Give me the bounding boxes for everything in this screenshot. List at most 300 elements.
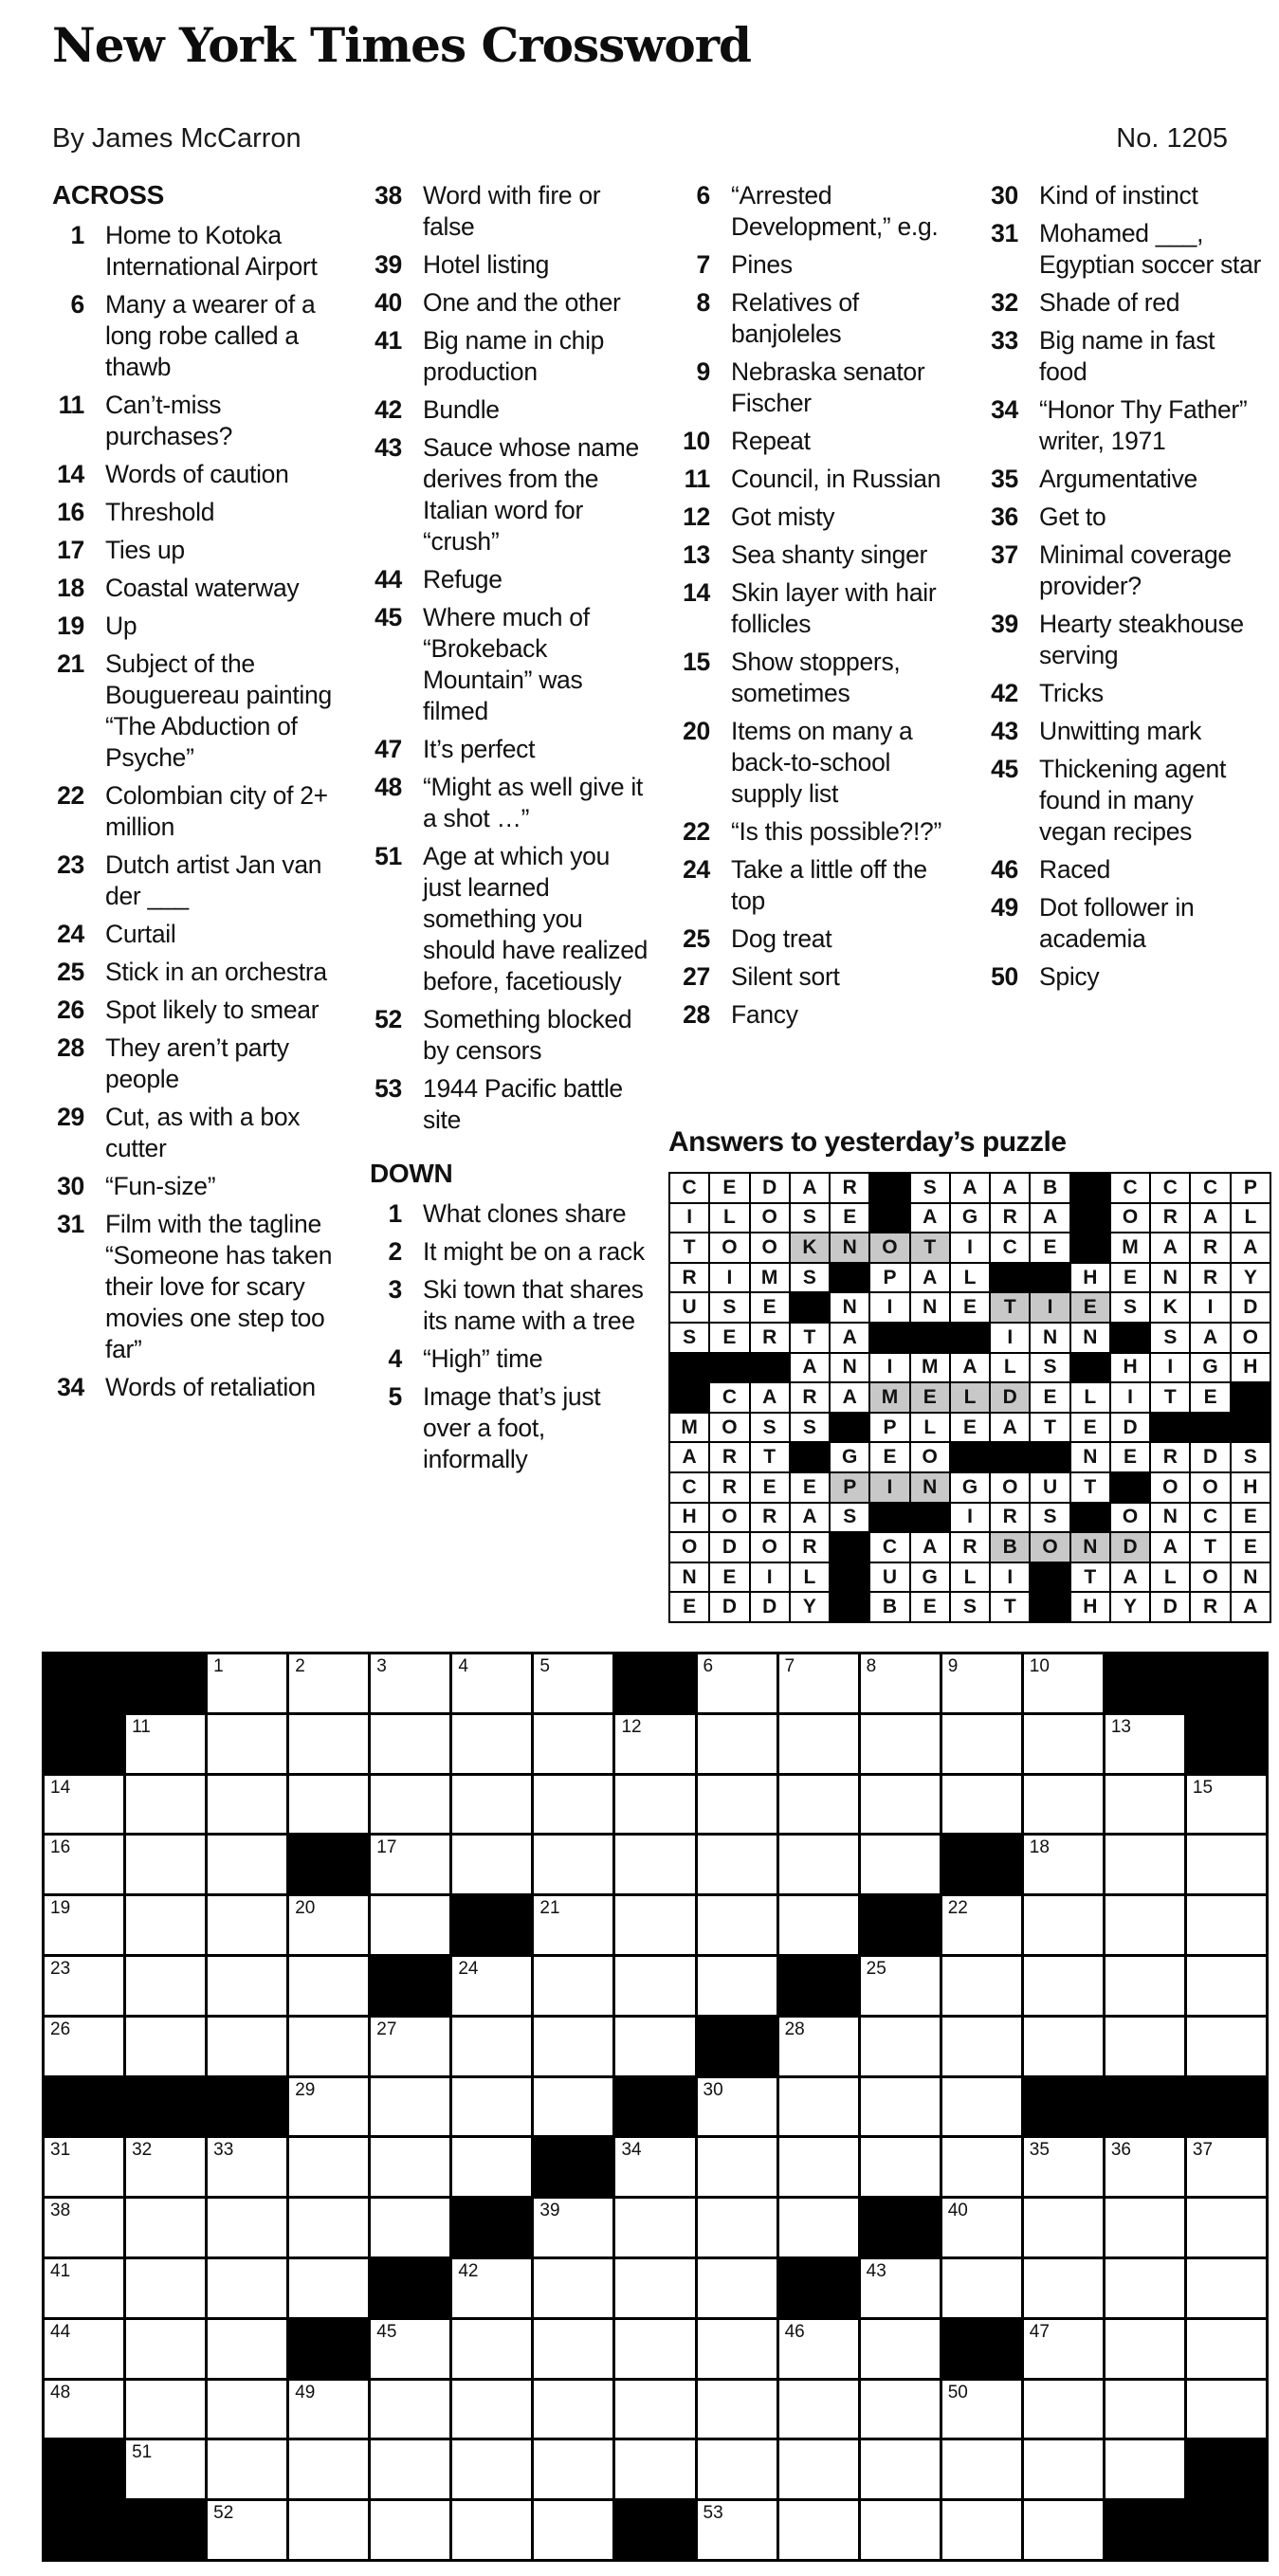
puzzle-cell[interactable] [698,1957,777,2015]
puzzle-cell[interactable] [289,2018,368,2075]
clue [52,919,341,950]
puzzle-cell[interactable] [942,2259,1021,2317]
puzzle-cell[interactable] [1105,2440,1184,2498]
puzzle-cell[interactable] [1105,2199,1184,2256]
puzzle-cell[interactable] [534,2259,612,2317]
puzzle-cell[interactable] [942,2138,1021,2196]
puzzle-cell[interactable] [208,1836,286,1893]
puzzle-cell[interactable] [289,2501,368,2559]
puzzle-cell[interactable] [698,2320,777,2378]
puzzle-cell[interactable] [615,2259,694,2317]
clue-number: 43 [991,717,1018,745]
puzzle-cell[interactable] [779,1836,858,1893]
answer-cell: M [751,1264,789,1292]
puzzle-cell[interactable] [1024,1715,1103,1773]
puzzle-cell[interactable] [126,2018,205,2075]
puzzle-cell[interactable] [45,1896,123,1954]
answer-shaded-cell: I [1031,1293,1069,1322]
puzzle-cell[interactable] [861,2320,940,2378]
puzzle-cell[interactable] [1105,1715,1184,1773]
answer-cell: A [791,1504,829,1532]
clue-number: 31 [57,1210,84,1238]
clue [678,426,967,457]
puzzle-cell[interactable] [615,2138,694,2196]
answer-cell: S [1232,1443,1270,1471]
answer-cell: S [791,1414,829,1442]
cell-number: 40 [947,2201,968,2221]
puzzle-cell[interactable] [208,2259,286,2317]
puzzle-cell[interactable] [942,1715,1021,1773]
puzzle-cell[interactable] [452,2018,531,2075]
puzzle-cell[interactable] [1105,1957,1184,2015]
puzzle-cell[interactable] [615,2320,694,2378]
puzzle-cell[interactable] [534,2320,612,2378]
puzzle-black-cell [1105,2078,1184,2136]
answer-cell: S [1111,1293,1149,1322]
puzzle-cell[interactable] [289,2381,368,2439]
clue-text: It’s perfect [423,735,536,763]
puzzle-cell[interactable] [126,2440,205,2498]
puzzle-cell[interactable] [289,2259,368,2317]
clue-number: 53 [375,1074,402,1103]
puzzle-cell[interactable] [45,2199,123,2256]
puzzle-cell[interactable] [615,1957,694,2015]
answer-cell: S [831,1504,868,1532]
cell-number: 49 [295,2382,316,2402]
clue [370,564,659,595]
puzzle-cell[interactable] [126,1776,205,1834]
answer-cell: A [791,1354,829,1382]
puzzle-cell[interactable] [45,1776,123,1834]
puzzle-cell[interactable] [45,2259,123,2317]
answer-shaded-cell: O [1031,1533,1069,1562]
puzzle-cell[interactable] [371,2501,449,2559]
cell-number: 52 [213,2503,234,2524]
puzzle-cell[interactable] [615,2199,694,2256]
puzzle-cell[interactable] [45,1957,123,2015]
answer-cell: O [710,1504,748,1532]
cell-number: 47 [1029,2321,1050,2342]
puzzle-cell[interactable] [615,1836,694,1893]
puzzle-cell[interactable] [452,2381,531,2439]
answer-cell: L [951,1563,989,1592]
puzzle-cell[interactable] [779,2440,858,2498]
puzzle-cell[interactable] [289,1957,368,2015]
clue [986,961,1275,993]
answer-shaded-cell: N [911,1473,949,1502]
puzzle-cell[interactable] [942,2440,1021,2498]
puzzle-cell[interactable] [534,1715,612,1773]
puzzle-cell[interactable] [289,1896,368,1954]
puzzle-cell[interactable] [861,1715,940,1773]
answer-cell: I [951,1233,989,1262]
clue-text: Cut, as with a box cutter [105,1103,301,1162]
puzzle-cell[interactable] [45,2018,123,2075]
puzzle-black-cell [615,2501,694,2559]
puzzle-cell[interactable] [371,2138,449,2196]
clue-text: Ties up [105,536,185,564]
puzzle-cell[interactable] [371,2018,449,2075]
puzzle-cell[interactable] [1105,1776,1184,1834]
clue [678,923,967,955]
puzzle-cell[interactable] [452,1776,531,1834]
puzzle-cell[interactable] [452,1654,531,1712]
answer-cell: N [1151,1504,1189,1532]
clue-text: Refuge [423,565,502,594]
puzzle-cell[interactable] [779,1896,858,1954]
puzzle-cell[interactable] [1187,2018,1266,2075]
answer-shaded-cell: K [791,1233,829,1262]
clue [986,325,1275,388]
puzzle-cell[interactable] [289,2199,368,2256]
puzzle-cell[interactable] [452,2320,531,2378]
puzzle-cell[interactable] [1187,2381,1266,2439]
puzzle-cell[interactable] [452,2259,531,2317]
clue [678,854,967,917]
cell-number: 31 [50,2140,71,2161]
answer-cell: D [710,1533,748,1562]
puzzle-cell[interactable] [452,1957,531,2015]
puzzle-cell[interactable] [698,2501,777,2559]
puzzle-cell[interactable] [208,2320,286,2378]
puzzle-cell[interactable] [779,1654,858,1712]
puzzle-cell[interactable] [289,1715,368,1773]
puzzle-cell[interactable] [208,2018,286,2075]
puzzle-cell[interactable] [1105,2259,1184,2317]
puzzle-cell[interactable] [534,2381,612,2439]
puzzle-cell[interactable] [1024,2018,1103,2075]
clue-number: 11 [58,391,84,419]
puzzle-cell[interactable] [289,2138,368,2196]
puzzle-cell[interactable] [208,2199,286,2256]
puzzle-cell[interactable] [942,1654,1021,1712]
puzzle-black-cell [1187,2501,1266,2559]
puzzle-cell[interactable] [452,2501,531,2559]
puzzle-cell[interactable] [779,1715,858,1773]
clue-text: Silent sort [731,962,840,991]
puzzle-cell[interactable] [615,2440,694,2498]
puzzle-cell[interactable] [1024,1654,1103,1712]
clue-number: 9 [696,357,710,386]
clue [370,180,659,243]
puzzle-cell[interactable] [1024,2501,1103,2559]
puzzle-cell[interactable] [289,1776,368,1834]
clue-number: 19 [57,612,84,640]
puzzle-cell[interactable] [126,2259,205,2317]
answer-black-cell [831,1563,868,1592]
puzzle-cell[interactable] [208,1654,286,1712]
puzzle-cell[interactable] [534,1654,612,1712]
puzzle-cell[interactable] [371,2320,449,2378]
answer-cell: I [670,1204,708,1233]
puzzle-cell[interactable] [452,2138,531,2196]
puzzle-cell[interactable] [942,1896,1021,1954]
answer-cell: C [1191,1174,1229,1202]
puzzle-cell[interactable] [1105,2381,1184,2439]
puzzle-cell[interactable] [861,2018,940,2075]
puzzle-cell[interactable] [1187,2138,1266,2196]
puzzle-cell[interactable] [1187,1836,1266,1893]
cell-number: 7 [784,1656,795,1676]
answer-cell: D [1151,1593,1189,1621]
answer-cell: S [911,1174,949,1202]
clue [52,1102,341,1164]
puzzle-cell[interactable] [452,2440,531,2498]
puzzle-cell[interactable] [779,2199,858,2256]
puzzle-cell[interactable] [1187,2259,1266,2317]
puzzle-cell[interactable] [698,2381,777,2439]
puzzle-cell[interactable] [534,1776,612,1834]
puzzle-cell[interactable] [698,2440,777,2498]
puzzle-cell[interactable] [698,1776,777,1834]
clue-text: Spicy [1039,962,1100,991]
puzzle-cell[interactable] [208,2440,286,2498]
clue-text: Repeat [731,427,811,455]
puzzle-cell[interactable] [452,1836,531,1893]
puzzle-cell[interactable] [534,2440,612,2498]
puzzle-cell[interactable] [1187,2320,1266,2378]
clue-text: Skin layer with hair follicles [731,578,937,638]
puzzle-cell[interactable] [779,2501,858,2559]
puzzle-cell[interactable] [1024,1836,1103,1893]
cell-number: 27 [376,2019,397,2039]
puzzle-black-cell [208,2078,286,2136]
puzzle-cell[interactable] [942,1776,1021,1834]
clue-text: Unwitting mark [1039,717,1202,745]
answer-cell: A [1111,1563,1149,1592]
puzzle-cell[interactable] [208,1776,286,1834]
puzzle-black-cell [126,2078,205,2136]
answer-cell: E [1111,1264,1149,1292]
puzzle-cell[interactable] [698,1715,777,1773]
puzzle-cell[interactable] [371,1654,449,1712]
cell-number: 46 [784,2321,805,2342]
puzzle-cell[interactable] [861,1776,940,1834]
puzzle-cell[interactable] [1024,2381,1103,2439]
puzzle-cell[interactable] [861,2381,940,2439]
clue [678,647,967,709]
puzzle-cell[interactable] [126,1896,205,1954]
clue [370,1381,659,1475]
puzzle-cell[interactable] [534,1957,612,2015]
puzzle-cell[interactable] [289,2440,368,2498]
puzzle-cell[interactable] [45,2320,123,2378]
clue [370,394,659,426]
puzzle-cell[interactable] [1024,2440,1103,2498]
answer-cell: N [1071,1324,1109,1352]
puzzle-cell[interactable] [371,2078,449,2136]
clue-number: 47 [375,735,402,763]
answer-shaded-cell: T [991,1293,1029,1322]
answer-cell: S [791,1264,829,1292]
puzzle-cell[interactable] [779,2078,858,2136]
puzzle-cell[interactable] [861,2078,940,2136]
puzzle-cell[interactable] [779,2381,858,2439]
puzzle-cell[interactable] [371,1715,449,1773]
clue-text: Curtail [105,920,176,948]
puzzle-cell[interactable] [615,1776,694,1834]
puzzle-cell[interactable] [779,2320,858,2378]
answer-cell: E [1191,1383,1229,1412]
puzzle-cell[interactable] [779,2018,858,2075]
puzzle-cell[interactable] [208,2501,286,2559]
clue-number: 28 [57,1033,84,1062]
puzzle-cell[interactable] [208,1896,286,1954]
puzzle-cell[interactable] [126,2138,205,2196]
puzzle-cell[interactable] [534,1836,612,1893]
clue-number: 41 [375,326,402,355]
puzzle-cell[interactable] [861,1957,940,2015]
clue [986,180,1275,211]
puzzle-cell[interactable] [289,2078,368,2136]
clue-number: 17 [57,536,84,564]
puzzle-cell[interactable] [371,1776,449,1834]
puzzle-grid[interactable] [42,1652,1269,2562]
puzzle-cell[interactable] [861,2259,940,2317]
puzzle-cell[interactable] [126,1715,205,1773]
puzzle-cell[interactable] [1024,2259,1103,2317]
cell-number: 5 [539,1656,550,1676]
answer-cell: A [951,1174,989,1202]
clue-text: Get to [1039,502,1106,531]
clue-number: 18 [57,574,84,602]
puzzle-cell[interactable] [45,1836,123,1893]
answer-cell: E [1232,1504,1270,1532]
answer-cell: T [991,1593,1029,1621]
answer-cell: P [1232,1174,1270,1202]
puzzle-cell[interactable] [126,1836,205,1893]
answer-cell: I [991,1324,1029,1352]
puzzle-cell[interactable] [942,2501,1021,2559]
clue-text: Subject of the Bouguereau painting “The Abduction of Psyche” [105,649,332,772]
clue-text: “Honor Thy Father” writer, 1971 [1039,395,1248,455]
puzzle-cell[interactable] [1024,2199,1103,2256]
answer-black-cell [670,1383,708,1412]
puzzle-cell[interactable] [45,2381,123,2439]
answer-shaded-cell: N [831,1233,868,1262]
puzzle-cell[interactable] [861,2501,940,2559]
puzzle-cell[interactable] [371,1836,449,1893]
puzzle-cell[interactable] [861,2440,940,2498]
puzzle-cell[interactable] [1105,1836,1184,1893]
puzzle-cell[interactable] [698,2259,777,2317]
puzzle-cell[interactable] [1024,1957,1103,2015]
puzzle-cell[interactable] [698,1896,777,1954]
clue [986,854,1275,886]
puzzle-cell[interactable] [1105,2320,1184,2378]
puzzle-cell[interactable] [698,2138,777,2196]
clue [986,892,1275,955]
answer-cell: R [1191,1264,1229,1292]
answer-cell: N [1031,1324,1069,1352]
puzzle-cell[interactable] [615,1715,694,1773]
puzzle-cell[interactable] [452,2078,531,2136]
puzzle-cell[interactable] [371,2199,449,2256]
puzzle-cell[interactable] [698,2078,777,2136]
clue-number: 33 [991,326,1018,355]
puzzle-cell[interactable] [1187,1776,1266,1834]
puzzle-cell[interactable] [861,1836,940,1893]
clue-column-down-1 [678,180,967,1037]
answer-cell: C [670,1473,708,1502]
cell-number: 25 [866,1958,886,1979]
answer-cell: P [870,1264,908,1292]
puzzle-cell[interactable] [534,2501,612,2559]
puzzle-cell[interactable] [698,2199,777,2256]
puzzle-cell[interactable] [1105,2138,1184,2196]
puzzle-cell[interactable] [942,2078,1021,2136]
puzzle-cell[interactable] [1105,1896,1184,1954]
puzzle-cell[interactable] [208,2138,286,2196]
puzzle-cell[interactable] [371,1896,449,1954]
puzzle-cell[interactable] [861,1654,940,1712]
puzzle-cell[interactable] [1024,2138,1103,2196]
puzzle-cell[interactable] [1187,1957,1266,2015]
puzzle-cell[interactable] [698,1654,777,1712]
puzzle-cell[interactable] [289,1654,368,1712]
puzzle-cell[interactable] [779,1776,858,1834]
puzzle-cell[interactable] [208,2381,286,2439]
puzzle-cell[interactable] [534,1896,612,1954]
puzzle-cell[interactable] [371,2440,449,2498]
puzzle-cell[interactable] [615,2018,694,2075]
puzzle-cell[interactable] [1187,2199,1266,2256]
puzzle-cell[interactable] [942,2381,1021,2439]
puzzle-cell[interactable] [942,2018,1021,2075]
puzzle-cell[interactable] [779,2138,858,2196]
answer-cell: L [911,1414,949,1442]
puzzle-cell[interactable] [1024,1776,1103,1834]
puzzle-cell[interactable] [534,2018,612,2075]
puzzle-cell[interactable] [208,1957,286,2015]
clue-number: 35 [991,465,1018,493]
puzzle-cell[interactable] [698,1836,777,1893]
puzzle-cell[interactable] [126,2199,205,2256]
clue [52,850,341,912]
puzzle-cell[interactable] [1024,1896,1103,1954]
puzzle-cell[interactable] [1024,2320,1103,2378]
puzzle-cell[interactable] [534,2199,612,2256]
clue-text: Hotel listing [423,250,550,279]
puzzle-cell[interactable] [942,1957,1021,2015]
answer-shaded-cell: M [870,1383,908,1412]
puzzle-cell[interactable] [126,2381,205,2439]
puzzle-cell[interactable] [45,2138,123,2196]
puzzle-cell[interactable] [861,2138,940,2196]
puzzle-cell[interactable] [371,2381,449,2439]
answer-cell: E [951,1414,989,1442]
answer-cell: D [1191,1443,1229,1471]
answer-cell: A [831,1324,868,1352]
puzzle-cell[interactable] [1187,1896,1266,1954]
clue-text: Take a little off the top [731,855,927,915]
answer-cell: A [1031,1204,1069,1233]
puzzle-cell[interactable] [126,1957,205,2015]
puzzle-cell[interactable] [208,1715,286,1773]
clue [52,497,341,528]
clue-text: Minimal coverage provider? [1039,540,1232,600]
puzzle-cell[interactable] [534,2078,612,2136]
answer-cell: T [670,1233,708,1262]
puzzle-cell[interactable] [126,2320,205,2378]
puzzle-cell[interactable] [452,1715,531,1773]
clue-number: 25 [57,958,84,986]
puzzle-cell[interactable] [615,1896,694,1954]
puzzle-cell[interactable] [615,2381,694,2439]
answer-cell: O [751,1204,789,1233]
puzzle-cell[interactable] [1105,2018,1184,2075]
puzzle-cell[interactable] [942,2199,1021,2256]
